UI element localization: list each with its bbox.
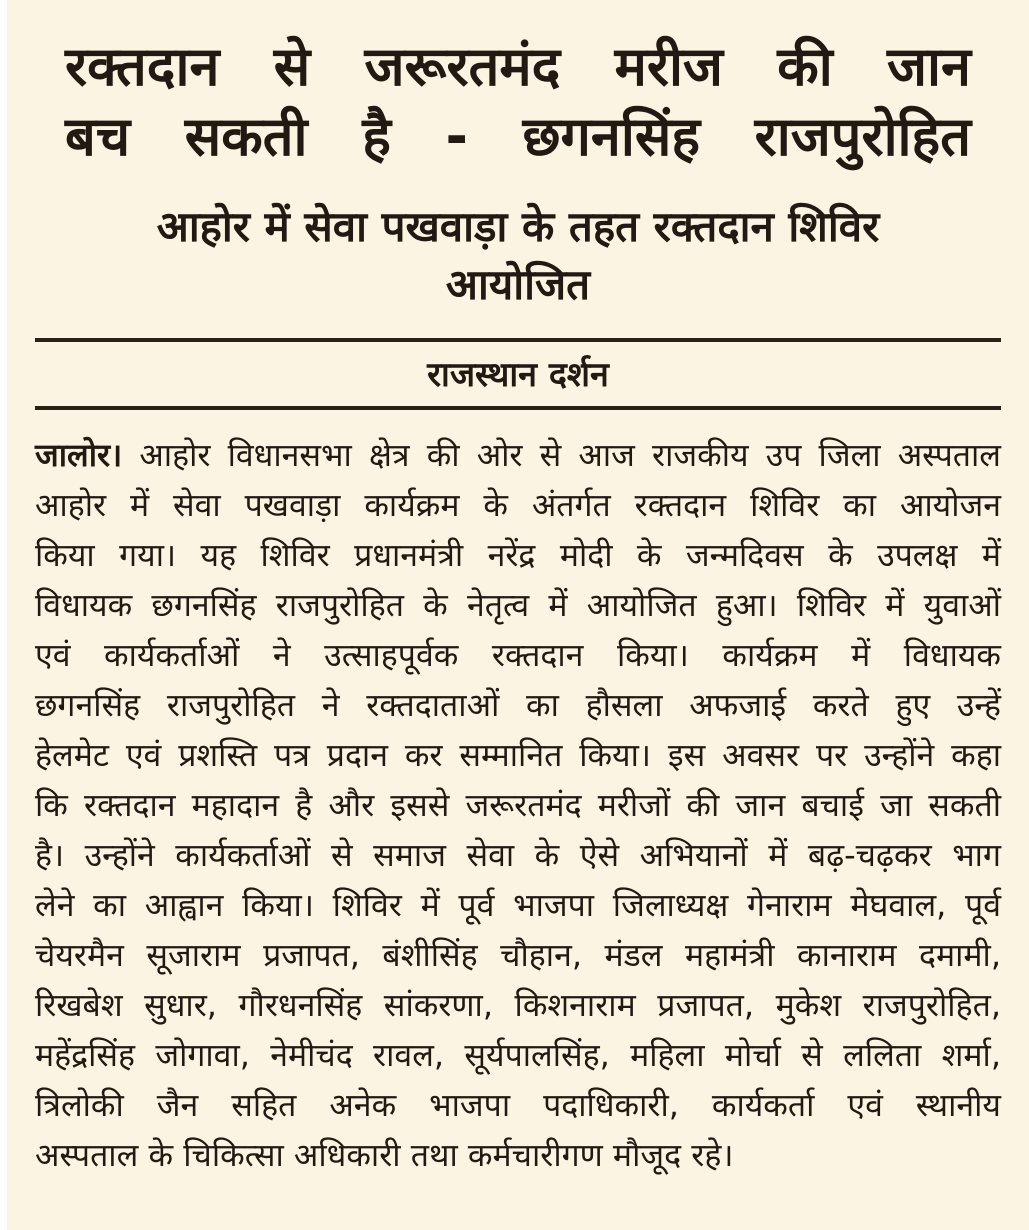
headline-line-1: रक्तदान से जरूरतमंद मरीज की जान bbox=[65, 35, 971, 98]
article-line: एवं कार्यकर्ताओं ने उत्साहपूर्वक रक्तदान किया। कार्यक्रम में विधायक bbox=[35, 636, 1001, 674]
article-line: चेयरमैन सूजाराम प्रजापत, बंशीसिंह चौहान, मंडल महामंत्री कानाराम दमामी, bbox=[35, 936, 1001, 974]
article-line: विधायक छगनसिंह राजपुरोहित के नेतृत्व में आयोजित हुआ। शिविर में युवाओं bbox=[35, 586, 1001, 624]
headline-line-2: बच सकती है - छगनसिंह राजपुरोहित bbox=[65, 105, 971, 168]
article-line: हेलमेट एवं प्रशस्ति पत्र प्रदान कर सम्मानित किया। इस अवसर पर उन्होंने कहा bbox=[35, 736, 1001, 774]
section-title: राजस्थान दर्शन bbox=[427, 355, 609, 395]
article-line-text: आहोर विधानसभा क्षेत्र की ओर से आज राजकीय उप जिला अस्पताल bbox=[139, 436, 1001, 474]
article-line: कि रक्तदान महादान है और इससे जरूरतमंद मरीजों की जान बचाई जा सकती bbox=[35, 786, 1001, 824]
article-line: रिखबेश सुधार, गौरधनसिंह सांकरणा, किशनाराम प्रजापत, मुकेश राजपुरोहित, bbox=[35, 986, 1001, 1024]
dateline: जालोर। bbox=[35, 436, 123, 474]
article-line: महेंद्रसिंह जोगावा, नेमीचंद रावल, सूर्यपालसिंह, महिला मोर्चा से ललिता शर्मा, bbox=[35, 1036, 1001, 1074]
article-line bbox=[35, 430, 1001, 480]
subheadline-line-1: आहोर में सेवा पखवाड़ा के तहत रक्तदान शिविर bbox=[156, 202, 880, 251]
article-body bbox=[35, 430, 1001, 1180]
article-line: है। उन्होंने कार्यकर्ताओं से समाज सेवा के ऐसे अभियानों में बढ़-चढ़कर भाग bbox=[35, 836, 1001, 874]
bottom-divider bbox=[35, 406, 1001, 410]
article-line-last: अस्पताल के चिकित्सा अधिकारी तथा कर्मचारीगण मौजूद रहे। bbox=[35, 1136, 734, 1174]
subheadline bbox=[45, 198, 991, 314]
newspaper-clipping bbox=[7, 0, 1029, 1230]
article-line: आहोर में सेवा पखवाड़ा कार्यक्रम के अंतर्गत रक्तदान शिविर का आयोजन bbox=[35, 486, 1001, 524]
article-line: लेने का आह्वान किया। शिविर में पूर्व भाजपा जिलाध्यक्ष गेनाराम मेघवाल, पूर्व bbox=[35, 886, 1001, 924]
top-divider bbox=[35, 338, 1001, 342]
headline bbox=[65, 32, 971, 172]
subheadline-line-2: आयोजित bbox=[445, 260, 591, 309]
article-line: छगनसिंह राजपुरोहित ने रक्तदाताओं का हौसला अफजाई करते हुए उन्हें bbox=[35, 686, 1001, 724]
article-line: किया गया। यह शिविर प्रधानमंत्री नरेंद्र मोदी के जन्मदिवस के उपलक्ष में bbox=[35, 536, 1001, 574]
article-line: त्रिलोकी जैन सहित अनेक भाजपा पदाधिकारी, कार्यकर्ता एवं स्थानीय bbox=[35, 1086, 1001, 1124]
